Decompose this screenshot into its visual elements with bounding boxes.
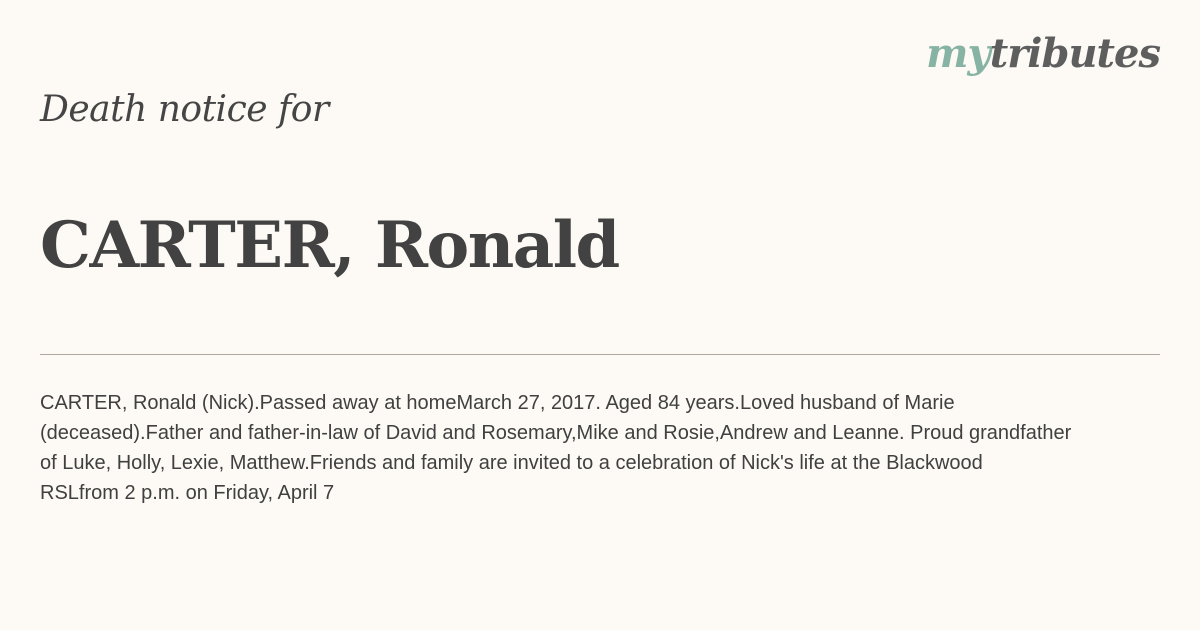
mytributes-logo[interactable] <box>926 30 1160 77</box>
logo-tributes-text: tributes <box>989 30 1160 77</box>
divider <box>40 354 1160 355</box>
notice-kicker: Death notice for <box>40 89 329 130</box>
notice-body: CARTER, Ronald (Nick).Passed away at homeMarch 27, 2017. Aged 84 years.Loved husband of Marie (deceased).Father and father-in-law of David and Rosemary,Mike and Rosie,Andrew and Leanne. Proud grandfather of Luke, Holly, Lexie, Matthew.Friends and family are invited to a celebration of Nick's life at the Blackwood RSLfrom 2 p.m. on Friday, April 7 <box>40 392 1072 504</box>
deceased-name: CARTER, Ronald <box>40 208 619 283</box>
logo-my-text: my <box>926 30 990 77</box>
